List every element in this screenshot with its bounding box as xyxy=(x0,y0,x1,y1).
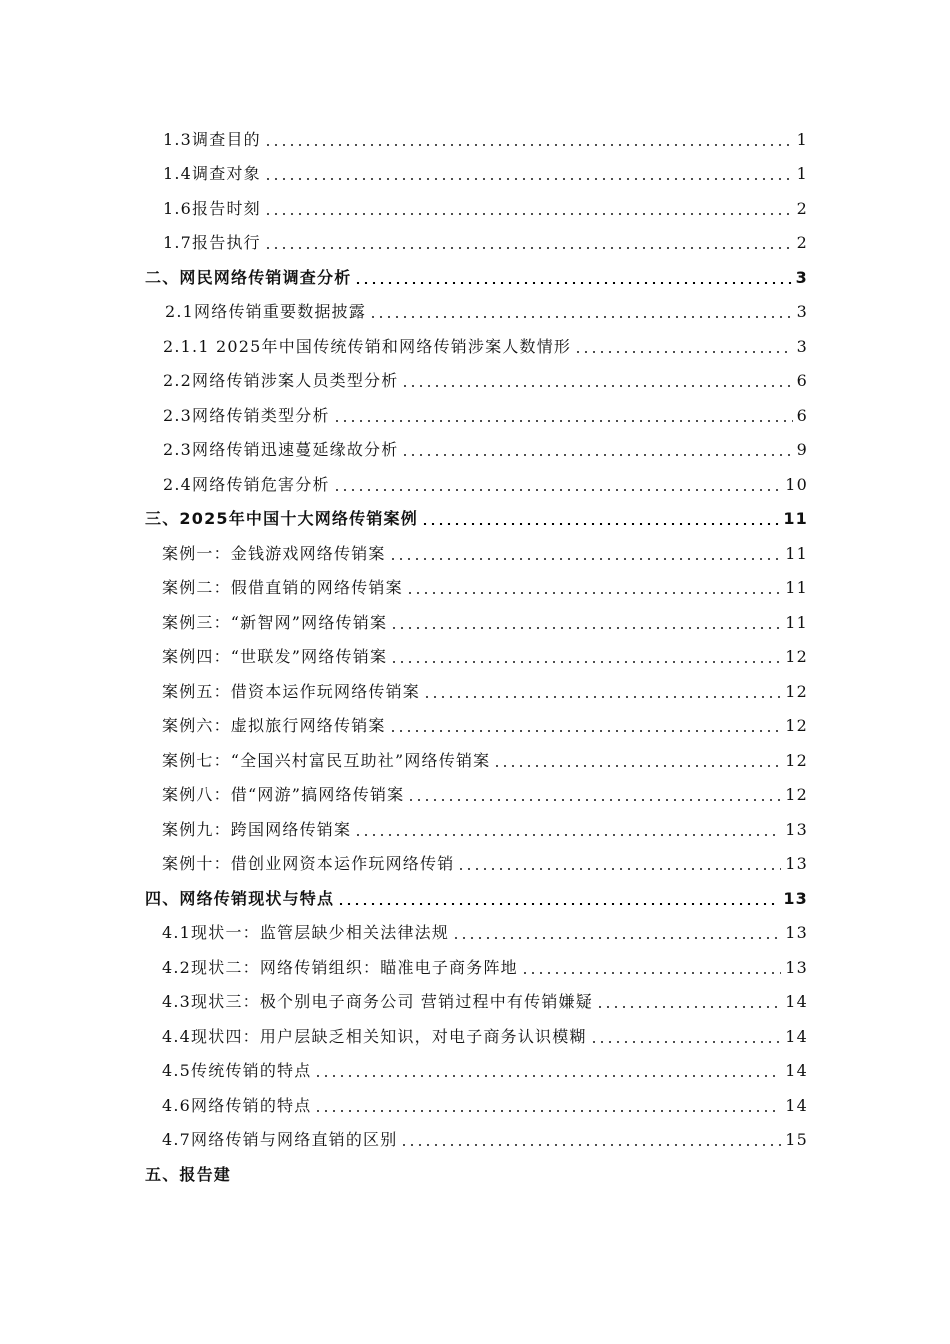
toc-entry[interactable] xyxy=(0,227,950,253)
toc-dot-leader xyxy=(406,592,781,594)
toc-dot-leader xyxy=(574,351,792,353)
toc-entry-title: 五、报告建 xyxy=(145,1165,232,1184)
toc-entry-title: 案例十：借创业网资本运作玩网络传销 xyxy=(162,854,455,873)
toc-page-number: 2 xyxy=(796,199,808,218)
toc-page-number: 9 xyxy=(796,440,808,459)
toc-dot-leader xyxy=(264,247,793,249)
toc-dot-leader xyxy=(333,420,793,422)
toc-entry-title: 4.1现状一：监管层缺少相关法律法规 xyxy=(162,923,450,942)
toc-entry[interactable] xyxy=(0,986,950,1012)
toc-entry[interactable] xyxy=(0,124,950,150)
toc-entry-title: 案例五：借资本运作玩网络传销案 xyxy=(162,682,421,701)
toc-entry-title: 2.3网络传销类型分析 xyxy=(163,406,330,425)
toc-entry[interactable] xyxy=(0,538,950,564)
toc-entry-title: 4.6网络传销的特点 xyxy=(162,1096,312,1115)
toc-entry[interactable] xyxy=(0,641,950,667)
toc-dot-leader xyxy=(264,144,793,146)
toc-page-number: 13 xyxy=(785,820,808,839)
toc-chapter-entry[interactable] xyxy=(0,262,950,288)
toc-entry[interactable] xyxy=(0,676,950,702)
toc-page-number: 12 xyxy=(785,682,808,701)
toc-entry-title: 2.3网络传销迅速蔓延缘故分析 xyxy=(163,440,399,459)
toc-entry[interactable] xyxy=(0,572,950,598)
toc-page-number: 11 xyxy=(783,509,808,528)
toc-dot-leader xyxy=(354,834,781,836)
toc-entry[interactable] xyxy=(0,779,950,805)
toc-dot-leader xyxy=(401,385,792,387)
toc-page-number: 11 xyxy=(785,578,808,597)
toc-page-number: 12 xyxy=(785,647,808,666)
toc-page-number: 11 xyxy=(785,613,808,632)
toc-entry[interactable] xyxy=(0,193,950,219)
toc-entry-title: 1.6报告时刻 xyxy=(163,199,261,218)
toc-entry-title: 四、网络传销现状与特点 xyxy=(145,889,335,908)
toc-page-number: 13 xyxy=(785,923,808,942)
toc-entry-title: 2.2网络传销涉案人员类型分析 xyxy=(163,371,399,390)
toc-entry[interactable] xyxy=(0,400,950,426)
toc-entry[interactable] xyxy=(0,745,950,771)
toc-chapter-entry-truncated[interactable] xyxy=(0,1159,950,1185)
toc-entry[interactable] xyxy=(0,607,950,633)
toc-entry-title: 案例二：假借直销的网络传销案 xyxy=(162,578,403,597)
toc-entry-title: 4.5传统传销的特点 xyxy=(162,1061,312,1080)
toc-entry-title: 二、网民网络传销调查分析 xyxy=(145,268,352,287)
toc-page-number: 6 xyxy=(796,406,808,425)
toc-entry[interactable] xyxy=(0,434,950,460)
toc-entry[interactable] xyxy=(0,1090,950,1116)
toc-page-number: 3 xyxy=(796,302,808,321)
toc-entry-title: 案例七：“全国兴村富民互助社”网络传销案 xyxy=(162,751,491,770)
toc-page-number: 12 xyxy=(785,716,808,735)
toc-dot-leader xyxy=(264,213,793,215)
toc-entry[interactable] xyxy=(0,158,950,184)
toc-entry[interactable] xyxy=(0,296,950,322)
toc-dot-leader xyxy=(264,178,793,180)
toc-entry[interactable] xyxy=(0,814,950,840)
toc-dot-leader xyxy=(337,903,779,905)
toc-page-number: 10 xyxy=(785,475,808,494)
toc-entry-title: 4.3现状三：极个别电子商务公司 营销过程中有传销嫌疑 xyxy=(162,992,593,1011)
toc-entry-title: 2.1网络传销重要数据披露 xyxy=(165,302,367,321)
toc-dot-leader xyxy=(596,1006,781,1008)
toc-entry-title: 4.4现状四：用户层缺乏相关知识，对电子商务认识模糊 xyxy=(162,1027,587,1046)
toc-entry-title: 三、2025年中国十大网络传销案例 xyxy=(145,509,418,528)
toc-entry-title: 案例四：“世联发”网络传销案 xyxy=(162,647,388,666)
toc-dot-leader xyxy=(389,730,782,732)
toc-dot-leader xyxy=(423,696,781,698)
toc-entry-title: 案例一：金钱游戏网络传销案 xyxy=(162,544,386,563)
toc-entry[interactable] xyxy=(0,917,950,943)
toc-dot-leader xyxy=(333,489,782,491)
toc-dot-leader xyxy=(369,316,793,318)
toc-dot-leader xyxy=(390,661,781,663)
toc-dot-leader xyxy=(521,972,781,974)
toc-entry-title: 案例三：“新智网”网络传销案 xyxy=(162,613,388,632)
toc-entry[interactable] xyxy=(0,365,950,391)
toc-page-number: 13 xyxy=(785,854,808,873)
toc-dot-leader xyxy=(400,1144,781,1146)
toc-entry-title: 案例九：跨国网络传销案 xyxy=(162,820,352,839)
toc-page-number: 12 xyxy=(785,751,808,770)
toc-page-number: 3 xyxy=(795,268,808,287)
toc-entry-title: 1.3调查目的 xyxy=(163,130,261,149)
toc-dot-leader xyxy=(457,868,781,870)
toc-entry[interactable] xyxy=(0,952,950,978)
toc-dot-leader xyxy=(590,1041,782,1043)
toc-entry[interactable] xyxy=(0,331,950,357)
toc-entry-title: 1.4调查对象 xyxy=(163,164,261,183)
toc-dot-leader xyxy=(407,799,781,801)
toc-page-number: 1 xyxy=(796,164,808,183)
toc-page-number: 13 xyxy=(783,889,808,908)
toc-dot-leader xyxy=(493,765,781,767)
toc-page-number: 14 xyxy=(785,1061,808,1080)
toc-entry-title: 2.4网络传销危害分析 xyxy=(163,475,330,494)
toc-page-number: 11 xyxy=(785,544,808,563)
toc-chapter-entry[interactable] xyxy=(0,883,950,909)
toc-page-number: 14 xyxy=(785,1096,808,1115)
toc-page-number: 12 xyxy=(785,785,808,804)
toc-entry-title: 案例六：虚拟旅行网络传销案 xyxy=(162,716,386,735)
toc-entry[interactable] xyxy=(0,469,950,495)
toc-entry[interactable] xyxy=(0,848,950,874)
toc-page-number: 13 xyxy=(785,958,808,977)
toc-page-number: 3 xyxy=(796,337,808,356)
toc-page-number: 2 xyxy=(796,233,808,252)
toc-dot-leader xyxy=(452,937,781,939)
toc-page-number: 1 xyxy=(796,130,808,149)
toc-entry[interactable] xyxy=(0,710,950,736)
toc-entry-title: 案例八：借“网游”搞网络传销案 xyxy=(162,785,405,804)
toc-page-number: 14 xyxy=(785,1027,808,1046)
toc-page-number: 14 xyxy=(785,992,808,1011)
toc-entry-title: 4.7网络传销与网络直销的区别 xyxy=(162,1130,398,1149)
toc-dot-leader xyxy=(401,454,792,456)
toc-dot-leader xyxy=(389,558,782,560)
toc-chapter-entry[interactable] xyxy=(0,503,950,529)
toc-dot-leader xyxy=(314,1110,781,1112)
toc-page-number: 6 xyxy=(796,371,808,390)
toc-entry[interactable] xyxy=(0,1055,950,1081)
toc-entry-title: 2.1.1 2025年中国传统传销和网络传销涉案人数情形 xyxy=(163,337,572,356)
toc-entry[interactable] xyxy=(0,1021,950,1047)
toc-dot-leader xyxy=(421,523,779,525)
toc-dot-leader xyxy=(314,1075,781,1077)
toc-page-number: 15 xyxy=(785,1130,808,1149)
toc-dot-leader xyxy=(354,282,791,284)
toc-dot-leader xyxy=(390,627,781,629)
toc-entry[interactable] xyxy=(0,1124,950,1150)
toc-entry-title: 4.2现状二：网络传销组织：瞄准电子商务阵地 xyxy=(162,958,518,977)
toc-entry-title: 1.7报告执行 xyxy=(163,233,261,252)
